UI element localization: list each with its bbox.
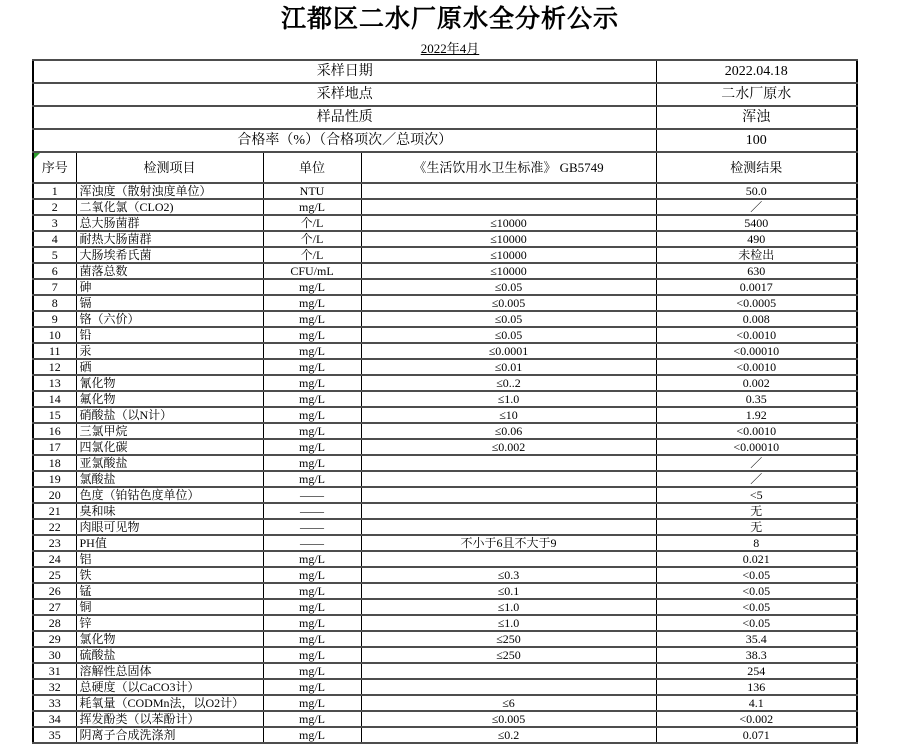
header-label: 单位	[298, 160, 325, 175]
table-row	[33, 631, 857, 647]
table-row	[33, 663, 857, 679]
excel-error-marker-icon	[34, 153, 40, 159]
header-test-item	[76, 152, 263, 183]
cell-unit: mg/L	[263, 359, 361, 375]
cell-result: ／	[656, 471, 857, 487]
cell-standard: ≤0.3	[361, 567, 656, 583]
cell-standard	[361, 455, 656, 471]
table-row	[33, 711, 857, 727]
cell-unit: 个/L	[263, 231, 361, 247]
cell-standard: ≤10	[361, 407, 656, 423]
cell-standard: ≤10000	[361, 263, 656, 279]
cell-unit: mg/L	[263, 695, 361, 711]
cell-serial-number: 2	[33, 199, 76, 215]
cell-unit: mg/L	[263, 679, 361, 695]
table-row	[33, 407, 857, 423]
cell-standard: ≤0.2	[361, 727, 656, 743]
cell-result: 0.35	[656, 391, 857, 407]
table-row	[33, 391, 857, 407]
cell-result: 4.1	[656, 695, 857, 711]
cell-unit: mg/L	[263, 327, 361, 343]
cell-unit: mg/L	[263, 391, 361, 407]
cell-serial-number: 8	[33, 295, 76, 311]
cell-standard	[361, 519, 656, 535]
info-label: 合格率（%）（合格项次／总项次）	[33, 129, 656, 152]
page-subtitle: 2022年4月	[420, 41, 480, 56]
cell-unit: ——	[263, 487, 361, 503]
cell-test-item: 氰化物	[76, 375, 263, 391]
info-value: 100	[656, 129, 857, 152]
cell-result: 0.0017	[656, 279, 857, 295]
cell-unit: 个/L	[263, 215, 361, 231]
cell-serial-number: 3	[33, 215, 76, 231]
cell-test-item: 臭和味	[76, 503, 263, 519]
cell-standard: ≤0.05	[361, 279, 656, 295]
cell-result: 1.92	[656, 407, 857, 423]
table-row	[33, 535, 857, 551]
cell-test-item: PH值	[76, 535, 263, 551]
cell-standard	[361, 663, 656, 679]
header-label: 《生活饮用水卫生标准》 GB5749	[413, 160, 604, 175]
cell-result: <0.002	[656, 711, 857, 727]
cell-test-item: 锰	[76, 583, 263, 599]
table-row	[33, 679, 857, 695]
cell-result: ／	[656, 199, 857, 215]
cell-serial-number: 4	[33, 231, 76, 247]
cell-unit: mg/L	[263, 615, 361, 631]
cell-unit: mg/L	[263, 375, 361, 391]
header-standard	[361, 152, 656, 183]
cell-standard: ≤0.005	[361, 711, 656, 727]
cell-unit: mg/L	[263, 343, 361, 359]
table-row	[33, 599, 857, 615]
cell-unit: mg/L	[263, 295, 361, 311]
cell-serial-number: 32	[33, 679, 76, 695]
header-label: 检测项目	[143, 160, 196, 175]
table-row	[33, 471, 857, 487]
cell-serial-number: 26	[33, 583, 76, 599]
cell-standard: ≤0.01	[361, 359, 656, 375]
cell-unit: mg/L	[263, 279, 361, 295]
cell-unit: mg/L	[263, 663, 361, 679]
cell-serial-number: 18	[33, 455, 76, 471]
table-row	[33, 311, 857, 327]
cell-serial-number: 6	[33, 263, 76, 279]
header-unit	[263, 152, 361, 183]
cell-test-item: 镉	[76, 295, 263, 311]
cell-unit: mg/L	[263, 551, 361, 567]
cell-test-item: 铝	[76, 551, 263, 567]
cell-serial-number: 15	[33, 407, 76, 423]
cell-unit: mg/L	[263, 647, 361, 663]
cell-test-item: 氟化物	[76, 391, 263, 407]
cell-standard	[361, 183, 656, 199]
header-label: 检测结果	[730, 160, 783, 175]
cell-test-item: 挥发酚类（以苯酚计）	[76, 711, 263, 727]
cell-unit: mg/L	[263, 199, 361, 215]
cell-serial-number: 1	[33, 183, 76, 199]
cell-test-item: 汞	[76, 343, 263, 359]
cell-unit: mg/L	[263, 455, 361, 471]
cell-result: <0.0010	[656, 327, 857, 343]
info-row-pass-rate	[33, 129, 857, 152]
cell-standard	[361, 199, 656, 215]
cell-serial-number: 23	[33, 535, 76, 551]
cell-test-item: 肉眼可见物	[76, 519, 263, 535]
table-row	[33, 727, 857, 743]
cell-unit: 个/L	[263, 247, 361, 263]
cell-unit: ——	[263, 503, 361, 519]
info-label: 采样日期	[33, 60, 656, 83]
cell-test-item: 硝酸盐（以N计）	[76, 407, 263, 423]
cell-serial-number: 17	[33, 439, 76, 455]
cell-test-item: 硫酸盐	[76, 647, 263, 663]
data-section	[33, 183, 857, 743]
cell-serial-number: 29	[33, 631, 76, 647]
cell-serial-number: 27	[33, 599, 76, 615]
cell-test-item: 总大肠菌群	[76, 215, 263, 231]
header-result	[656, 152, 857, 183]
info-row-sample-nature	[33, 106, 857, 129]
table-row	[33, 503, 857, 519]
cell-test-item: 二氧化氯（CLO2)	[76, 199, 263, 215]
cell-result: 490	[656, 231, 857, 247]
cell-test-item: 氯化物	[76, 631, 263, 647]
cell-unit: mg/L	[263, 439, 361, 455]
table-row	[33, 295, 857, 311]
info-label: 采样地点	[33, 83, 656, 106]
cell-test-item: 浑浊度（散射浊度单位）	[76, 183, 263, 199]
cell-result: 无	[656, 519, 857, 535]
table-row	[33, 615, 857, 631]
cell-serial-number: 34	[33, 711, 76, 727]
table-row	[33, 455, 857, 471]
table-row	[33, 183, 857, 199]
cell-standard: ≤0.1	[361, 583, 656, 599]
table-row	[33, 519, 857, 535]
cell-standard: ≤0.002	[361, 439, 656, 455]
cell-standard: ≤10000	[361, 247, 656, 263]
cell-serial-number: 5	[33, 247, 76, 263]
cell-result: 136	[656, 679, 857, 695]
cell-test-item: 四氯化碳	[76, 439, 263, 455]
cell-test-item: 亚氯酸盐	[76, 455, 263, 471]
cell-standard	[361, 679, 656, 695]
cell-standard: ≤10000	[361, 215, 656, 231]
column-header-row	[33, 152, 857, 183]
cell-standard: 不小于6且不大于9	[361, 535, 656, 551]
table-row	[33, 199, 857, 215]
cell-standard: ≤0.05	[361, 327, 656, 343]
cell-serial-number: 20	[33, 487, 76, 503]
cell-unit: ——	[263, 519, 361, 535]
cell-test-item: 锌	[76, 615, 263, 631]
table-row	[33, 343, 857, 359]
cell-standard: ≤10000	[361, 231, 656, 247]
cell-result: <0.05	[656, 583, 857, 599]
cell-test-item: 铁	[76, 567, 263, 583]
table-row	[33, 439, 857, 455]
cell-unit: mg/L	[263, 423, 361, 439]
cell-standard: ≤1.0	[361, 615, 656, 631]
cell-test-item: 阴离子合成洗涤剂	[76, 727, 263, 743]
cell-test-item: 铅	[76, 327, 263, 343]
table-row	[33, 487, 857, 503]
cell-standard: ≤0.005	[361, 295, 656, 311]
info-section	[33, 60, 857, 152]
header-label: 序号	[41, 160, 68, 175]
cell-standard: ≤0.05	[361, 311, 656, 327]
cell-test-item: 铜	[76, 599, 263, 615]
cell-standard	[361, 487, 656, 503]
table-row	[33, 359, 857, 375]
cell-result: 35.4	[656, 631, 857, 647]
cell-test-item: 总硬度（以CaCO3计）	[76, 679, 263, 695]
cell-test-item: 硒	[76, 359, 263, 375]
cell-serial-number: 13	[33, 375, 76, 391]
cell-unit: mg/L	[263, 727, 361, 743]
cell-test-item: 色度（铂钴色度单位）	[76, 487, 263, 503]
cell-standard	[361, 471, 656, 487]
cell-result: 0.002	[656, 375, 857, 391]
cell-serial-number: 35	[33, 727, 76, 743]
cell-result: 8	[656, 535, 857, 551]
cell-serial-number: 12	[33, 359, 76, 375]
cell-result: 0.071	[656, 727, 857, 743]
table-row	[33, 215, 857, 231]
column-header-section	[33, 152, 857, 183]
cell-test-item: 三氯甲烷	[76, 423, 263, 439]
cell-serial-number: 30	[33, 647, 76, 663]
cell-serial-number: 14	[33, 391, 76, 407]
cell-standard: ≤0..2	[361, 375, 656, 391]
cell-unit: mg/L	[263, 599, 361, 615]
cell-result: <0.0010	[656, 359, 857, 375]
table-row	[33, 695, 857, 711]
info-row-sampling-location	[33, 83, 857, 106]
cell-serial-number: 28	[33, 615, 76, 631]
cell-result: 无	[656, 503, 857, 519]
cell-standard: ≤0.06	[361, 423, 656, 439]
cell-result: <5	[656, 487, 857, 503]
cell-result: 0.021	[656, 551, 857, 567]
cell-serial-number: 19	[33, 471, 76, 487]
cell-result: <0.0010	[656, 423, 857, 439]
cell-serial-number: 10	[33, 327, 76, 343]
table-row	[33, 327, 857, 343]
cell-serial-number: 7	[33, 279, 76, 295]
table-row	[33, 567, 857, 583]
cell-standard: ≤1.0	[361, 391, 656, 407]
cell-standard: ≤250	[361, 647, 656, 663]
cell-serial-number: 22	[33, 519, 76, 535]
cell-result: 未检出	[656, 247, 857, 263]
cell-standard	[361, 551, 656, 567]
cell-unit: mg/L	[263, 407, 361, 423]
cell-standard: ≤6	[361, 695, 656, 711]
cell-serial-number: 21	[33, 503, 76, 519]
cell-result: <0.0005	[656, 295, 857, 311]
page-title: 江都区二水厂原水全分析公示	[280, 5, 619, 33]
info-value: 浑浊	[656, 106, 857, 129]
cell-unit: ——	[263, 535, 361, 551]
cell-unit: mg/L	[263, 471, 361, 487]
cell-serial-number: 25	[33, 567, 76, 583]
cell-serial-number: 24	[33, 551, 76, 567]
table-row	[33, 583, 857, 599]
cell-result: ／	[656, 455, 857, 471]
table-row	[33, 247, 857, 263]
info-value: 二水厂原水	[656, 83, 857, 106]
cell-standard	[361, 503, 656, 519]
info-label: 样品性质	[33, 106, 656, 129]
cell-serial-number: 33	[33, 695, 76, 711]
cell-serial-number: 11	[33, 343, 76, 359]
cell-result: 254	[656, 663, 857, 679]
cell-result: <0.00010	[656, 439, 857, 455]
table-row	[33, 279, 857, 295]
cell-result: 38.3	[656, 647, 857, 663]
cell-result: 630	[656, 263, 857, 279]
cell-unit: mg/L	[263, 311, 361, 327]
cell-unit: mg/L	[263, 583, 361, 599]
cell-serial-number: 9	[33, 311, 76, 327]
cell-test-item: 菌落总数	[76, 263, 263, 279]
cell-unit: mg/L	[263, 567, 361, 583]
cell-standard: ≤1.0	[361, 599, 656, 615]
cell-test-item: 耐热大肠菌群	[76, 231, 263, 247]
table-row	[33, 551, 857, 567]
analysis-table	[32, 59, 858, 744]
cell-test-item: 大肠埃希氏菌	[76, 247, 263, 263]
cell-result: <0.05	[656, 567, 857, 583]
table-row	[33, 375, 857, 391]
table-row	[33, 423, 857, 439]
table-row	[33, 263, 857, 279]
cell-standard: ≤0.0001	[361, 343, 656, 359]
cell-serial-number: 16	[33, 423, 76, 439]
cell-serial-number: 31	[33, 663, 76, 679]
cell-unit: NTU	[263, 183, 361, 199]
cell-test-item: 耗氧量（CODMn法，以O2计）	[76, 695, 263, 711]
cell-standard: ≤250	[361, 631, 656, 647]
cell-test-item: 氯酸盐	[76, 471, 263, 487]
info-row-sampling-date	[33, 60, 857, 83]
cell-test-item: 铬（六价）	[76, 311, 263, 327]
cell-result: 50.0	[656, 183, 857, 199]
cell-test-item: 溶解性总固体	[76, 663, 263, 679]
table-row	[33, 647, 857, 663]
cell-result: <0.00010	[656, 343, 857, 359]
cell-result: 0.008	[656, 311, 857, 327]
cell-unit: mg/L	[263, 631, 361, 647]
header-serial-number	[33, 152, 76, 183]
cell-result: <0.05	[656, 615, 857, 631]
info-value: 2022.04.18	[656, 60, 857, 83]
cell-unit: CFU/mL	[263, 263, 361, 279]
cell-result: <0.05	[656, 599, 857, 615]
table-row	[33, 231, 857, 247]
cell-unit: mg/L	[263, 711, 361, 727]
cell-test-item: 砷	[76, 279, 263, 295]
cell-result: 5400	[656, 215, 857, 231]
